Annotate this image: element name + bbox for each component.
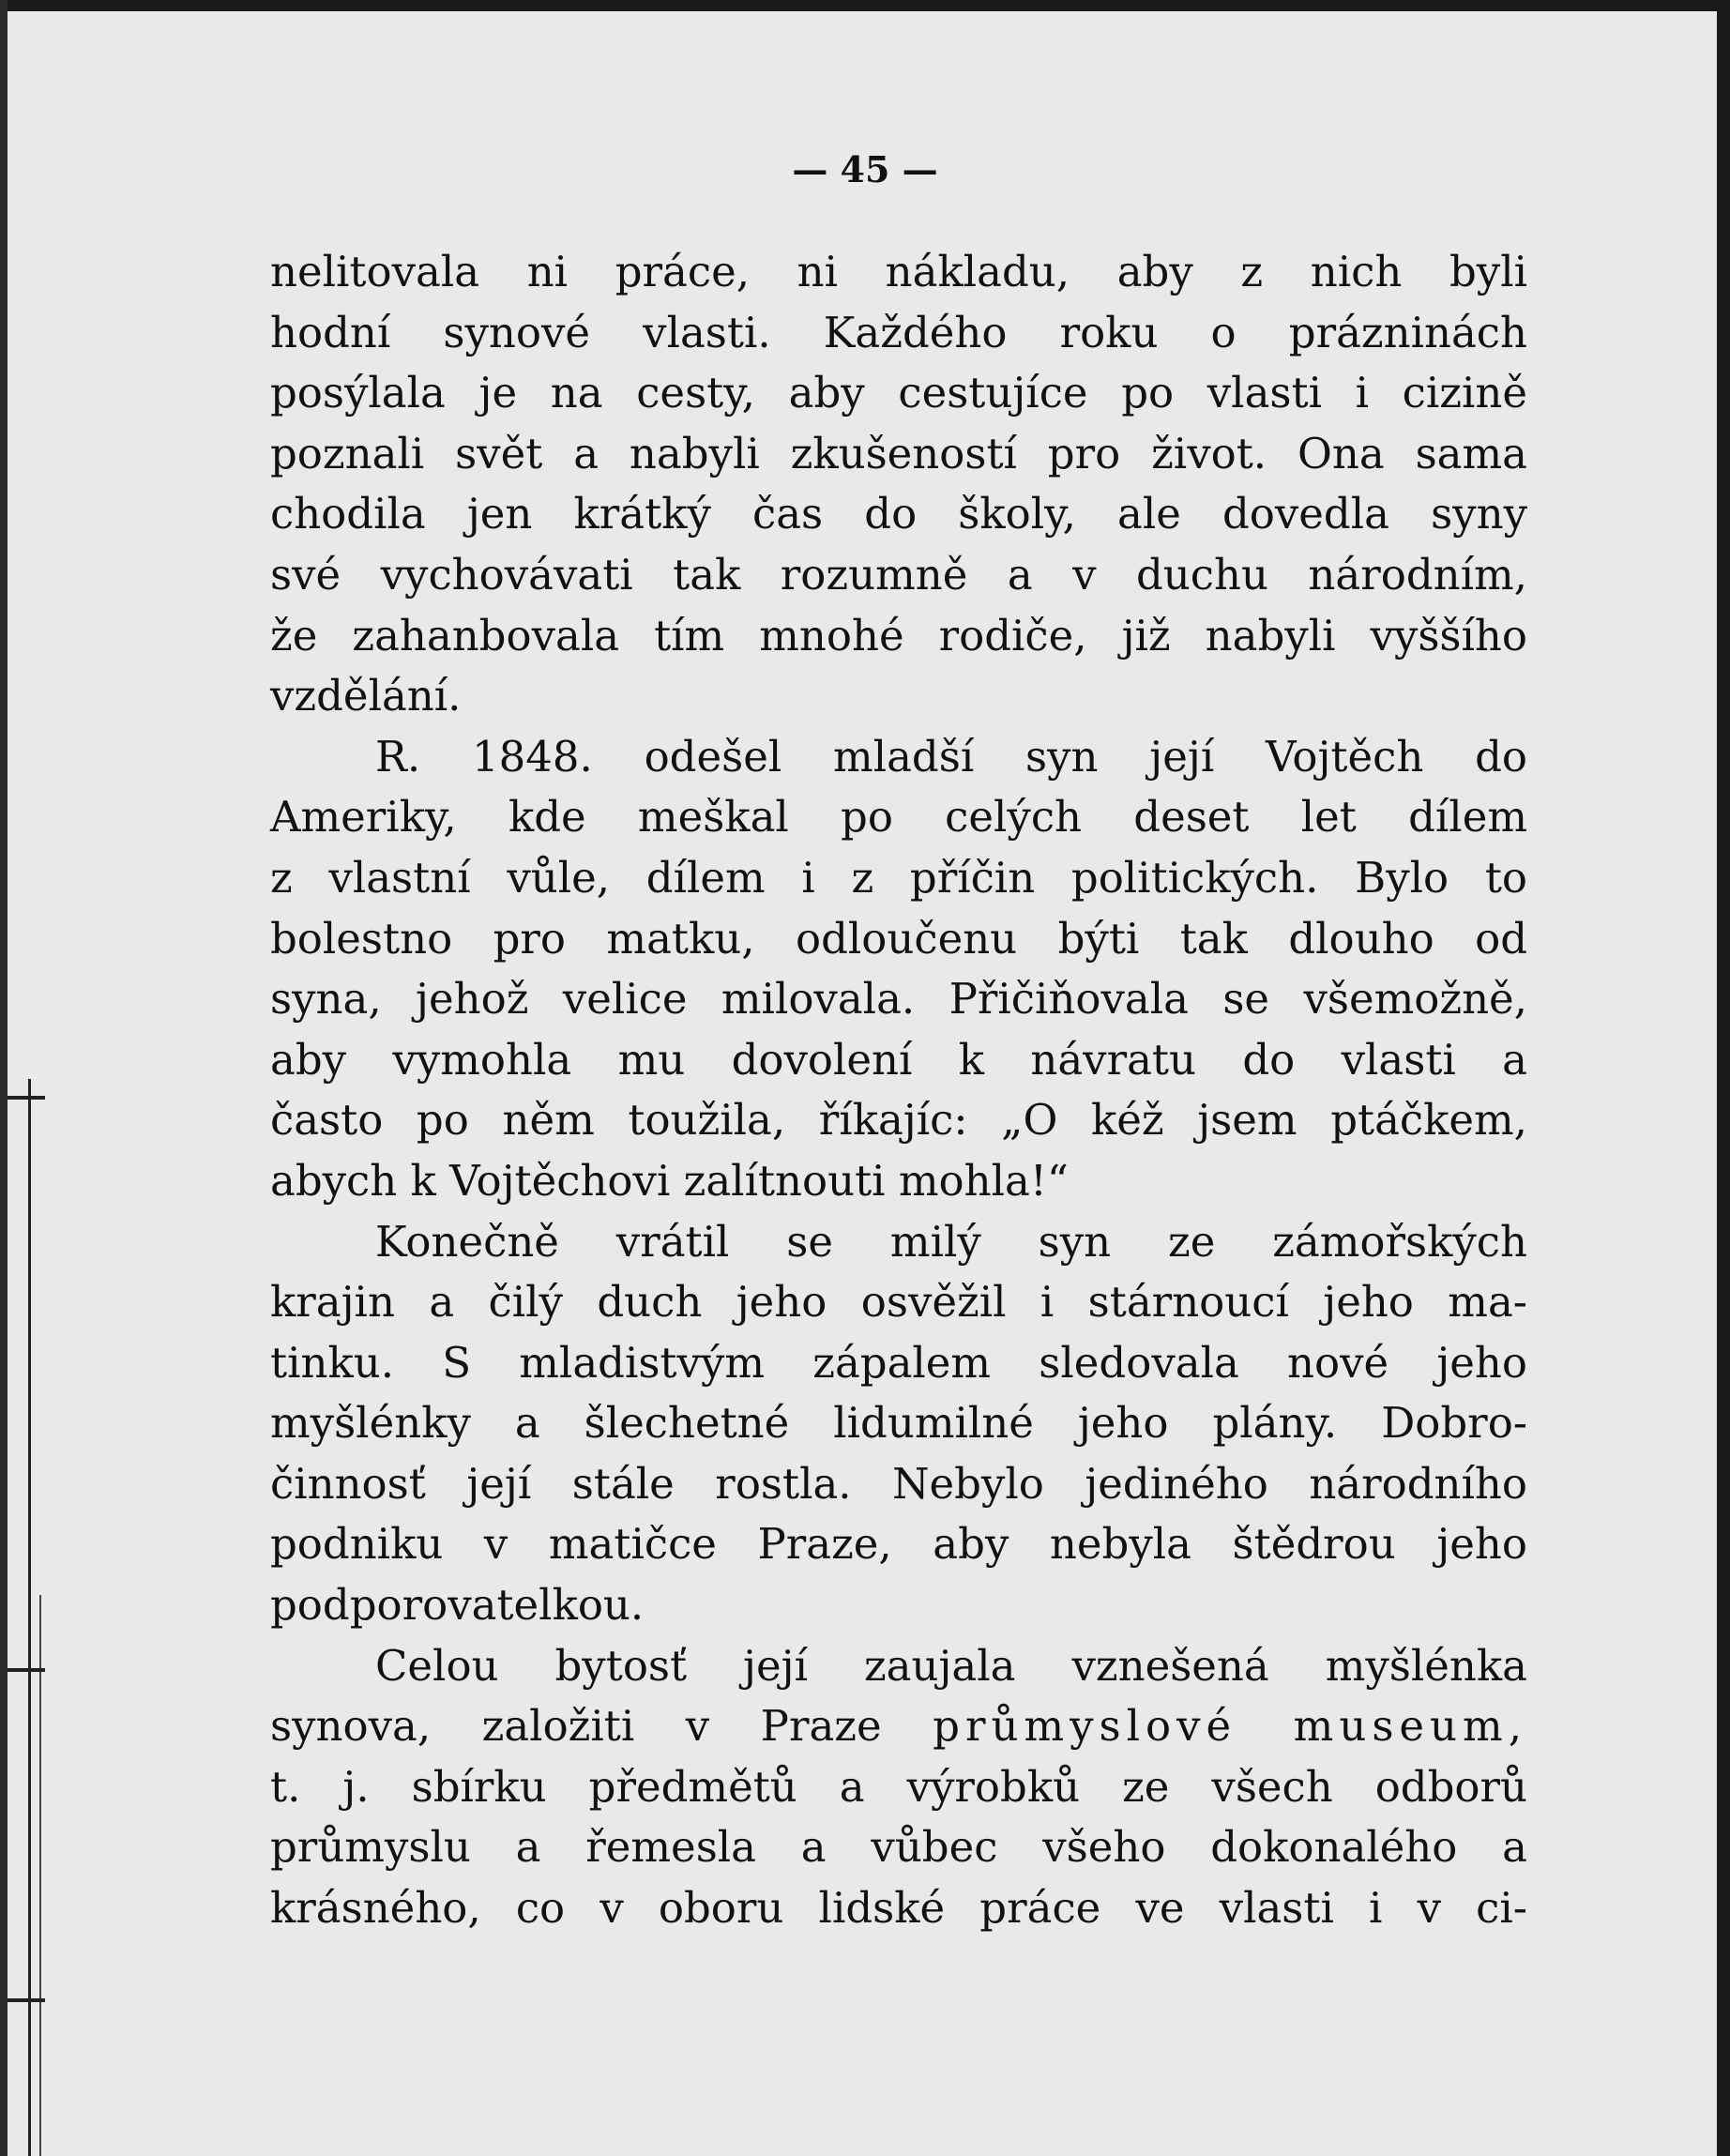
emphasized-phrase: průmyslové museum, xyxy=(933,1701,1527,1752)
text-segment: synova, založiti v Praze xyxy=(270,1701,933,1752)
text-line: krajin a čilý duch jeho osvěžil i stárnoucí jeho ma- xyxy=(270,1277,1527,1328)
text-line: činnosť její stále rostla. Nebylo jediného národního xyxy=(270,1458,1527,1509)
binding-mark xyxy=(8,1668,45,1672)
text-line: poznali svět a nabyli zkušeností pro život. Ona sama xyxy=(270,428,1527,478)
text-line: syna, jehož velice milovala. Přičiňovala se všemožně, xyxy=(270,974,1527,1025)
text-line: Konečně vrátil se milý syn ze zámořských xyxy=(375,1216,1527,1267)
text-line: že zahanbovala tím mnohé rodiče, již nabyli vyššího xyxy=(270,610,1527,660)
text-line: podporovatelkou. xyxy=(270,1580,645,1631)
text-line: Ameriky, kde meškal po celých deset let dílem xyxy=(270,792,1527,843)
text-line: bolestno pro matku, odloučenu býti tak dlouho od xyxy=(270,913,1527,964)
binding-mark xyxy=(8,1096,45,1100)
scan-border-top xyxy=(0,0,1730,11)
text-line: abych k Vojtěchovi zalítnouti mohla!“ xyxy=(270,1155,1069,1206)
text-line: vzdělání. xyxy=(270,671,462,721)
text-line-with-spaced-emphasis xyxy=(270,1696,1527,1757)
text-line: posýlala je na cesty, aby cestujíce po vlasti i cizině xyxy=(270,368,1527,418)
page-number: — 45 — xyxy=(792,148,938,190)
text-line: R. 1848. odešel mladší syn její Vojtěch do xyxy=(375,731,1527,782)
text-line: často po něm toužila, říkajíc: „O kéž jsem ptáčkem, xyxy=(270,1095,1527,1146)
text-line: tinku. S mladistvým zápalem sledovala nové jeho xyxy=(270,1337,1527,1388)
text-line: chodila jen krátký čas do školy, ale dovedla syny xyxy=(270,489,1527,539)
scan-border-left xyxy=(0,0,8,2156)
text-line: z vlastní vůle, dílem i z příčin politických. Bylo to xyxy=(270,852,1527,903)
text-line: t. j. sbírku předmětů a výrobků ze všech odborů xyxy=(270,1761,1527,1812)
text-line: nelitovala ni práce, ni nákladu, aby z nich byli xyxy=(270,247,1527,296)
text-line: aby vymohla mu dovolení k návratu do vlasti a xyxy=(270,1034,1527,1085)
binding-edge-inner xyxy=(39,1595,41,2156)
text-line: průmyslu a řemesla a vůbec všeho dokonalého a xyxy=(270,1822,1527,1873)
text-line: hodní synové vlasti. Každého roku o prázninách xyxy=(270,307,1527,357)
text-line: své vychovávati tak rozumně a v duchu národním, xyxy=(270,549,1527,600)
scan-border-right xyxy=(1717,0,1730,2156)
text-line: Celou bytosť její zaujala vznešená myšlénka xyxy=(375,1640,1527,1691)
binding-edge xyxy=(28,1079,31,2156)
body-text xyxy=(270,242,1527,1939)
binding-mark xyxy=(8,1998,45,2002)
text-line: podniku v matičce Praze, aby nebyla štědrou jeho xyxy=(270,1519,1527,1570)
text-line: myšlénky a šlechetné lidumilné jeho plány. Dobro- xyxy=(270,1398,1527,1449)
text-line: krásného, co v oboru lidské práce ve vlasti i v ci- xyxy=(270,1883,1527,1934)
